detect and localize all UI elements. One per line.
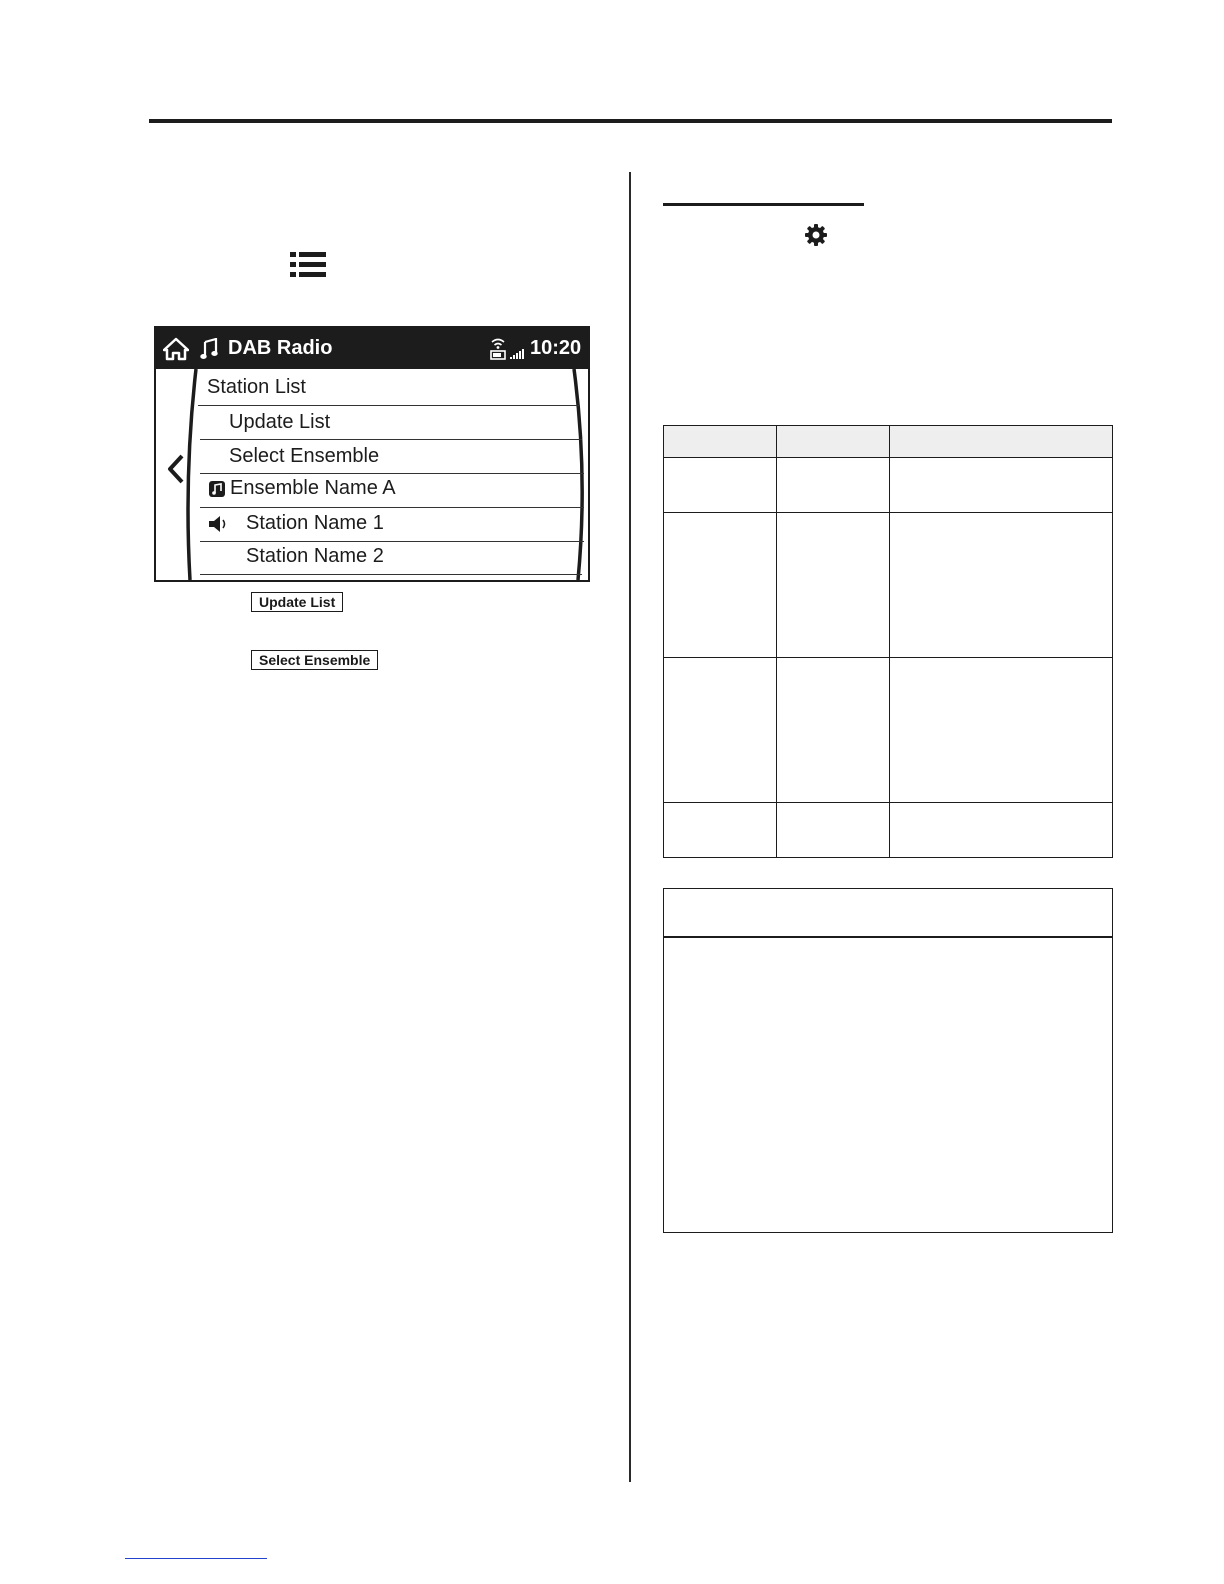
- list-row-select-ensemble[interactable]: Select Ensemble: [229, 445, 380, 467]
- app-title: DAB Radio: [228, 337, 333, 359]
- row-divider: [200, 507, 584, 508]
- dab-radio-screen: [154, 326, 590, 582]
- list-row-ensemble-name[interactable]: Ensemble Name A: [230, 477, 396, 499]
- table-row: [664, 658, 1113, 803]
- clock-time: 10:20: [530, 337, 582, 359]
- table-cell: [664, 803, 777, 858]
- list-row-station-name-2[interactable]: Station Name 2: [246, 545, 384, 567]
- list-row-station-name-1[interactable]: Station Name 1: [246, 512, 384, 534]
- row-divider: [200, 473, 584, 474]
- note-box: [663, 888, 1113, 1233]
- section-heading-rule: [663, 203, 864, 206]
- update-list-button[interactable]: Update List: [251, 592, 343, 612]
- row-divider: [200, 574, 582, 575]
- speaker-icon: [208, 515, 230, 533]
- list-row-update-list[interactable]: Update List: [229, 411, 331, 433]
- table-header-cell: [890, 426, 1113, 458]
- table-cell: [777, 658, 890, 803]
- signal-icon: [488, 336, 528, 362]
- table-cell: [777, 513, 890, 658]
- ensemble-icon: [208, 480, 226, 498]
- table-row: [664, 458, 1113, 513]
- row-divider: [200, 439, 582, 440]
- column-divider: [629, 172, 631, 1482]
- screen-header: [156, 328, 588, 369]
- settings-table: [663, 425, 1113, 858]
- table-header-cell: [664, 426, 777, 458]
- note-box-divider: [664, 936, 1112, 938]
- table-cell: [890, 513, 1113, 658]
- row-divider: [198, 405, 580, 406]
- table-cell: [890, 458, 1113, 513]
- table-cell: [777, 458, 890, 513]
- list-icon: [290, 252, 326, 278]
- header-rule: [149, 119, 1112, 123]
- home-icon[interactable]: [163, 337, 189, 361]
- table-cell: [890, 803, 1113, 858]
- table-cell: [664, 458, 777, 513]
- music-note-icon: [200, 338, 218, 360]
- table-header-row: [664, 426, 1113, 458]
- footer-link-underline[interactable]: [125, 1558, 267, 1559]
- chevron-left-icon[interactable]: [166, 454, 186, 484]
- table-cell: [664, 658, 777, 803]
- table-row: [664, 803, 1113, 858]
- table-cell: [664, 513, 777, 658]
- select-ensemble-button[interactable]: Select Ensemble: [251, 650, 378, 670]
- table-header-cell: [777, 426, 890, 458]
- table-row: [664, 513, 1113, 658]
- gear-icon: [804, 223, 828, 247]
- table-cell: [777, 803, 890, 858]
- row-divider: [200, 541, 584, 542]
- table-cell: [890, 658, 1113, 803]
- list-row-station-list[interactable]: Station List: [207, 376, 306, 398]
